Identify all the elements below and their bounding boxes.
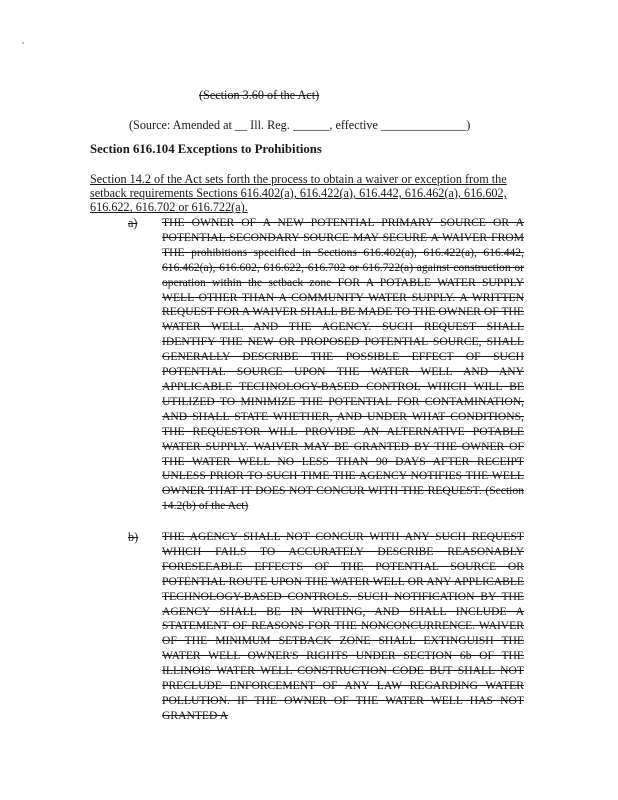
item-text: THE AGENCY SHALL NOT CONCUR WITH ANY SUCH REQUEST WHICH FAILS TO ACCURATELY DESCRIBE REASONABLY FORESEEABLE EFFECTS OF THE POTENTIAL SOURCE OR POTENTIAL ROUTE UPON THE WATER WELL OR ANY APPLICABLE TECHNOLOGY-BASED CONTROLS. SUCH NOTIFICATION BY THE AGENCY SHALL BE IN WRITING, AND SHALL INCLUDE A STATEMENT OF REASONS FOR THE NONCONCURRENCE. WAIVER OF THE MINIMUM SETBACK ZONE SHALL EXTINGUISH THE WATER WELL OWNER'S RIGHTS UNDER SECTION 6b OF THE ILLINOIS WATER WELL CONSTRUCTION CODE BUT SHALL NOT PRECLUDE ENFORCEMENT OF ANY LAW REGARDING WATER POLLUTION. IF THE OWNER OF THE WATER WELL HAS NOT GRANTED A bbox=[162, 530, 524, 722]
section-heading: Section 616.104 Exceptions to Prohibitions bbox=[90, 142, 322, 156]
item-label: a) bbox=[128, 216, 138, 230]
list-item bbox=[128, 216, 526, 518]
item-text: THE OWNER OF A NEW POTENTIAL PRIMARY SOURCE OR A POTENTIAL SECONDARY SOURCE MAY SECURE A WAIVER FROM THE prohibitions specified in Sections 616.402(a), 616.422(a), 616.442, 616.462(a), 616.602, 616.622, 616.702 or 616.722(a) against construction or operation within the setback zone FOR A POTABLE WATER SUPPLY WELL OTHER THAN A COMMUNITY WATER SUPPLY. A WRITTEN REQUEST FOR A WAIVER SHALL BE MADE TO THE OWNER OF THE WATER WELL AND THE AGENCY. SUCH REQUEST SHALL IDENTIFY THE NEW OR PROPOSED POTENTIAL SOURCE, SHALL GENERALLY DESCRIBE THE POSSIBLE EFFECT OF SUCH POTENTIAL SOURCE UPON THE WATER WELL AND ANY APPLICABLE TECHNOLOGY-BASED CONTROL WHICH WILL BE UTILIZED TO MINIMIZE THE POTENTIAL FOR CONTAMINATION, AND SHALL STATE WHETHER, AND UNDER WHAT CONDITIONS, THE REQUESTOR WILL PROVIDE AN ALTERNATIVE POTABLE WATER SUPPLY. WAIVER MAY BE GRANTED BY THE OWNER OF THE WATER WELL NO LESS THAN 90 DAYS AFTER RECEIPT UNLESS PRIOR TO SUCH TIME THE AGENCY NOTIFIES THE WELL OWNER THAT IT DOES NOT CONCUR WITH THE REQUEST. (Section 14.2(b) of the Act) bbox=[162, 216, 524, 513]
scan-speck bbox=[22, 42, 24, 44]
act-reference: (Section 3.60 of the Act) bbox=[199, 88, 320, 102]
item-label: b) bbox=[128, 530, 139, 544]
list-item bbox=[128, 530, 526, 722]
intro-paragraph: Section 14.2 of the Act sets forth the process to obtain a waiver or exception from the setback requirements Sections 616.402(a), 616.422(a), 616.442, 616.462(a), 616.602, 616.622, 616.702 or 616.722(a). bbox=[90, 172, 507, 215]
source-note: (Source: Amended at __ Ill. Reg. ______, effective ______________) bbox=[129, 118, 471, 132]
